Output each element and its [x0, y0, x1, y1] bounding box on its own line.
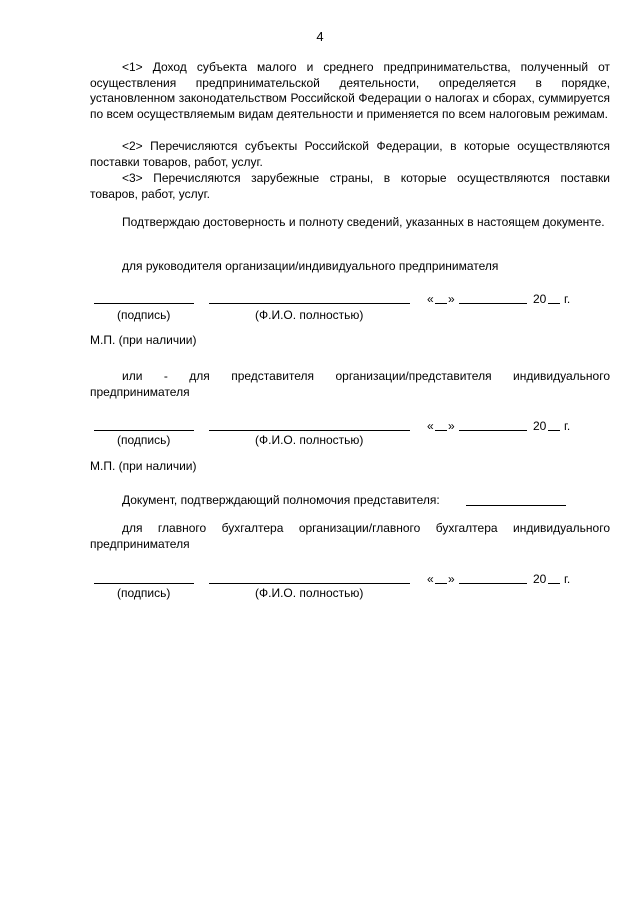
footnote-1: <1> Доход субъекта малого и среднего предпринимательства, полученный от осуществления предпринимательской деятельности, определяется в порядке, установленном законодательством Российской Федерации о налогах и сборах, суммируется по всем осуществляемым видам деятельности и применяется по всем налоговым режимам.: [90, 60, 610, 121]
date-month-line[interactable]: [459, 583, 527, 584]
year-suffix: г.: [564, 572, 571, 586]
year-prefix: 20: [533, 572, 547, 586]
year-suffix: г.: [564, 292, 571, 306]
stamp-label: М.П. (при наличии): [90, 459, 197, 473]
fio-caption: (Ф.И.О. полностью): [255, 308, 364, 322]
block-accountant-title: для главного бухгалтера организации/главного бухгалтера индивидуального предпринимателя: [90, 521, 610, 551]
fio-line[interactable]: [209, 430, 410, 431]
date-day-line[interactable]: [435, 303, 447, 304]
signature-line[interactable]: [94, 430, 194, 431]
representative-doc-label: Документ, подтверждающий полномочия представителя:: [122, 493, 440, 507]
date-day-close: »: [448, 419, 455, 433]
fio-caption: (Ф.И.О. полностью): [255, 586, 364, 600]
block-representative-title: или - для представителя организации/представителя индивидуального предпринимателя: [90, 369, 610, 399]
block-head-title: для руководителя организации/индивидуального предпринимателя: [122, 259, 499, 273]
date-day-open: «: [427, 419, 434, 433]
year-line[interactable]: [548, 430, 560, 431]
date-day-close: »: [448, 292, 455, 306]
year-prefix: 20: [533, 419, 547, 433]
footnote-3: <3> Перечисляются зарубежные страны, в которые осуществляются поставки товаров, работ, услуг.: [90, 171, 610, 201]
year-line[interactable]: [548, 303, 560, 304]
footnote-2: <2> Перечисляются субъекты Российской Федерации, в которые осуществляются поставки товаров, работ, услуг.: [90, 139, 610, 169]
fio-caption: (Ф.И.О. полностью): [255, 433, 364, 447]
signature-caption: (подпись): [117, 433, 171, 447]
fio-line[interactable]: [209, 583, 410, 584]
year-suffix: г.: [564, 419, 571, 433]
date-day-line[interactable]: [435, 430, 447, 431]
signature-caption: (подпись): [117, 586, 171, 600]
year-prefix: 20: [533, 292, 547, 306]
date-day-open: «: [427, 572, 434, 586]
page-number: 4: [316, 29, 324, 44]
date-day-close: »: [448, 572, 455, 586]
signature-line[interactable]: [94, 583, 194, 584]
date-day-line[interactable]: [435, 583, 447, 584]
date-day-open: «: [427, 292, 434, 306]
stamp-label: М.П. (при наличии): [90, 333, 197, 347]
date-month-line[interactable]: [459, 430, 527, 431]
date-month-line[interactable]: [459, 303, 527, 304]
confirmation-text: Подтверждаю достоверность и полноту сведений, указанных в настоящем документе.: [122, 215, 605, 229]
signature-caption: (подпись): [117, 308, 171, 322]
year-line[interactable]: [548, 583, 560, 584]
fio-line[interactable]: [209, 303, 410, 304]
signature-line[interactable]: [94, 303, 194, 304]
representative-doc-line[interactable]: [466, 505, 566, 506]
